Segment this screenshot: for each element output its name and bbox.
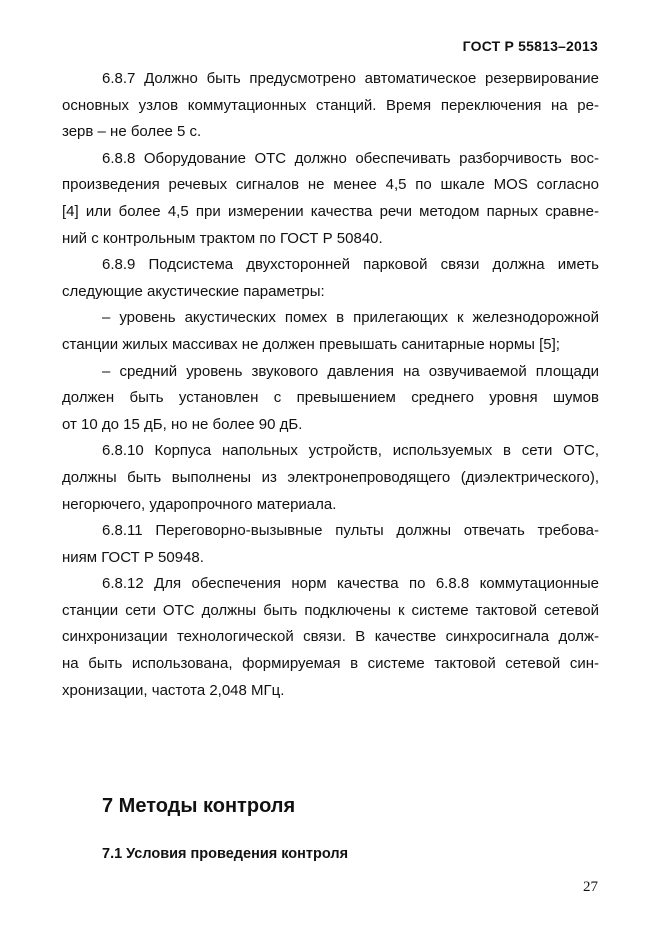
text-line: ниям ГОСТ Р 50948. <box>62 548 204 566</box>
text-line: станции жилых массивах не должен превышать санитарные нормы [5]; <box>62 335 560 353</box>
text-line: 6.8.8 Оборудование ОТС должно обеспечивать разборчивость вос- <box>102 149 599 167</box>
text-line: 6.8.7 Должно быть предусмотрено автоматическое резервирование <box>102 70 599 87</box>
text-line: должен быть установлен с превышением среднего уровня шумов <box>62 389 599 407</box>
text-line: произведения речевых сигналов не менее 4,5 по шкале MOS согласно <box>62 176 599 194</box>
text-line: должны быть выполнены из электронепроводящего (диэлектрического), <box>62 468 599 486</box>
text-line: 6.8.12 Для обеспечения норм качества по 6.8.8 коммутационные <box>102 575 599 593</box>
text-line: зерв – не более 5 с. <box>62 123 202 141</box>
text-line: [4] или более 4,5 при измерении качества речи методом парных сравне- <box>62 202 599 220</box>
text-line: следующие акустические параметры: <box>62 282 325 300</box>
text-line: станции сети ОТС должны быть подключены к системе тактовой сетевой <box>62 601 599 619</box>
text-line: на быть использована, формируемая в системе тактовой сетевой син- <box>62 655 599 673</box>
text-line: – уровень акустических помех в прилегающих к железнодорожной <box>102 309 599 327</box>
text-line: 6.8.11 Переговорно-вызывные пульты должны отвечать требова- <box>102 522 599 540</box>
body-text <box>62 66 599 704</box>
text-line: основных узлов коммутационных станций. Время переключения на ре- <box>62 96 599 114</box>
text-line: 6.8.10 Корпуса напольных устройств, используемых в сети ОТС, <box>102 442 599 460</box>
page-number: 27 <box>583 879 598 895</box>
text-line: – средний уровень звукового давления на озвучиваемой площади <box>102 362 599 380</box>
text-line: от 10 до 15 дБ, но не более 90 дБ. <box>62 415 303 433</box>
subsection-heading: 7.1 Условия проведения контроля <box>102 846 349 862</box>
section-heading: 7 Методы контроля <box>102 795 296 817</box>
text-line: синхронизации технологической связи. В качестве синхросигнала долж- <box>62 628 599 646</box>
document-header: ГОСТ Р 55813–2013 <box>462 38 598 54</box>
text-line: 6.8.9 Подсистема двухсторонней парковой связи должна иметь <box>102 256 599 274</box>
text-line: ний с контрольным трактом по ГОСТ Р 50840. <box>62 229 383 247</box>
text-line: хронизации, частота 2,048 МГц. <box>62 681 285 699</box>
text-line: негорючего, ударопрочного материала. <box>62 495 337 513</box>
